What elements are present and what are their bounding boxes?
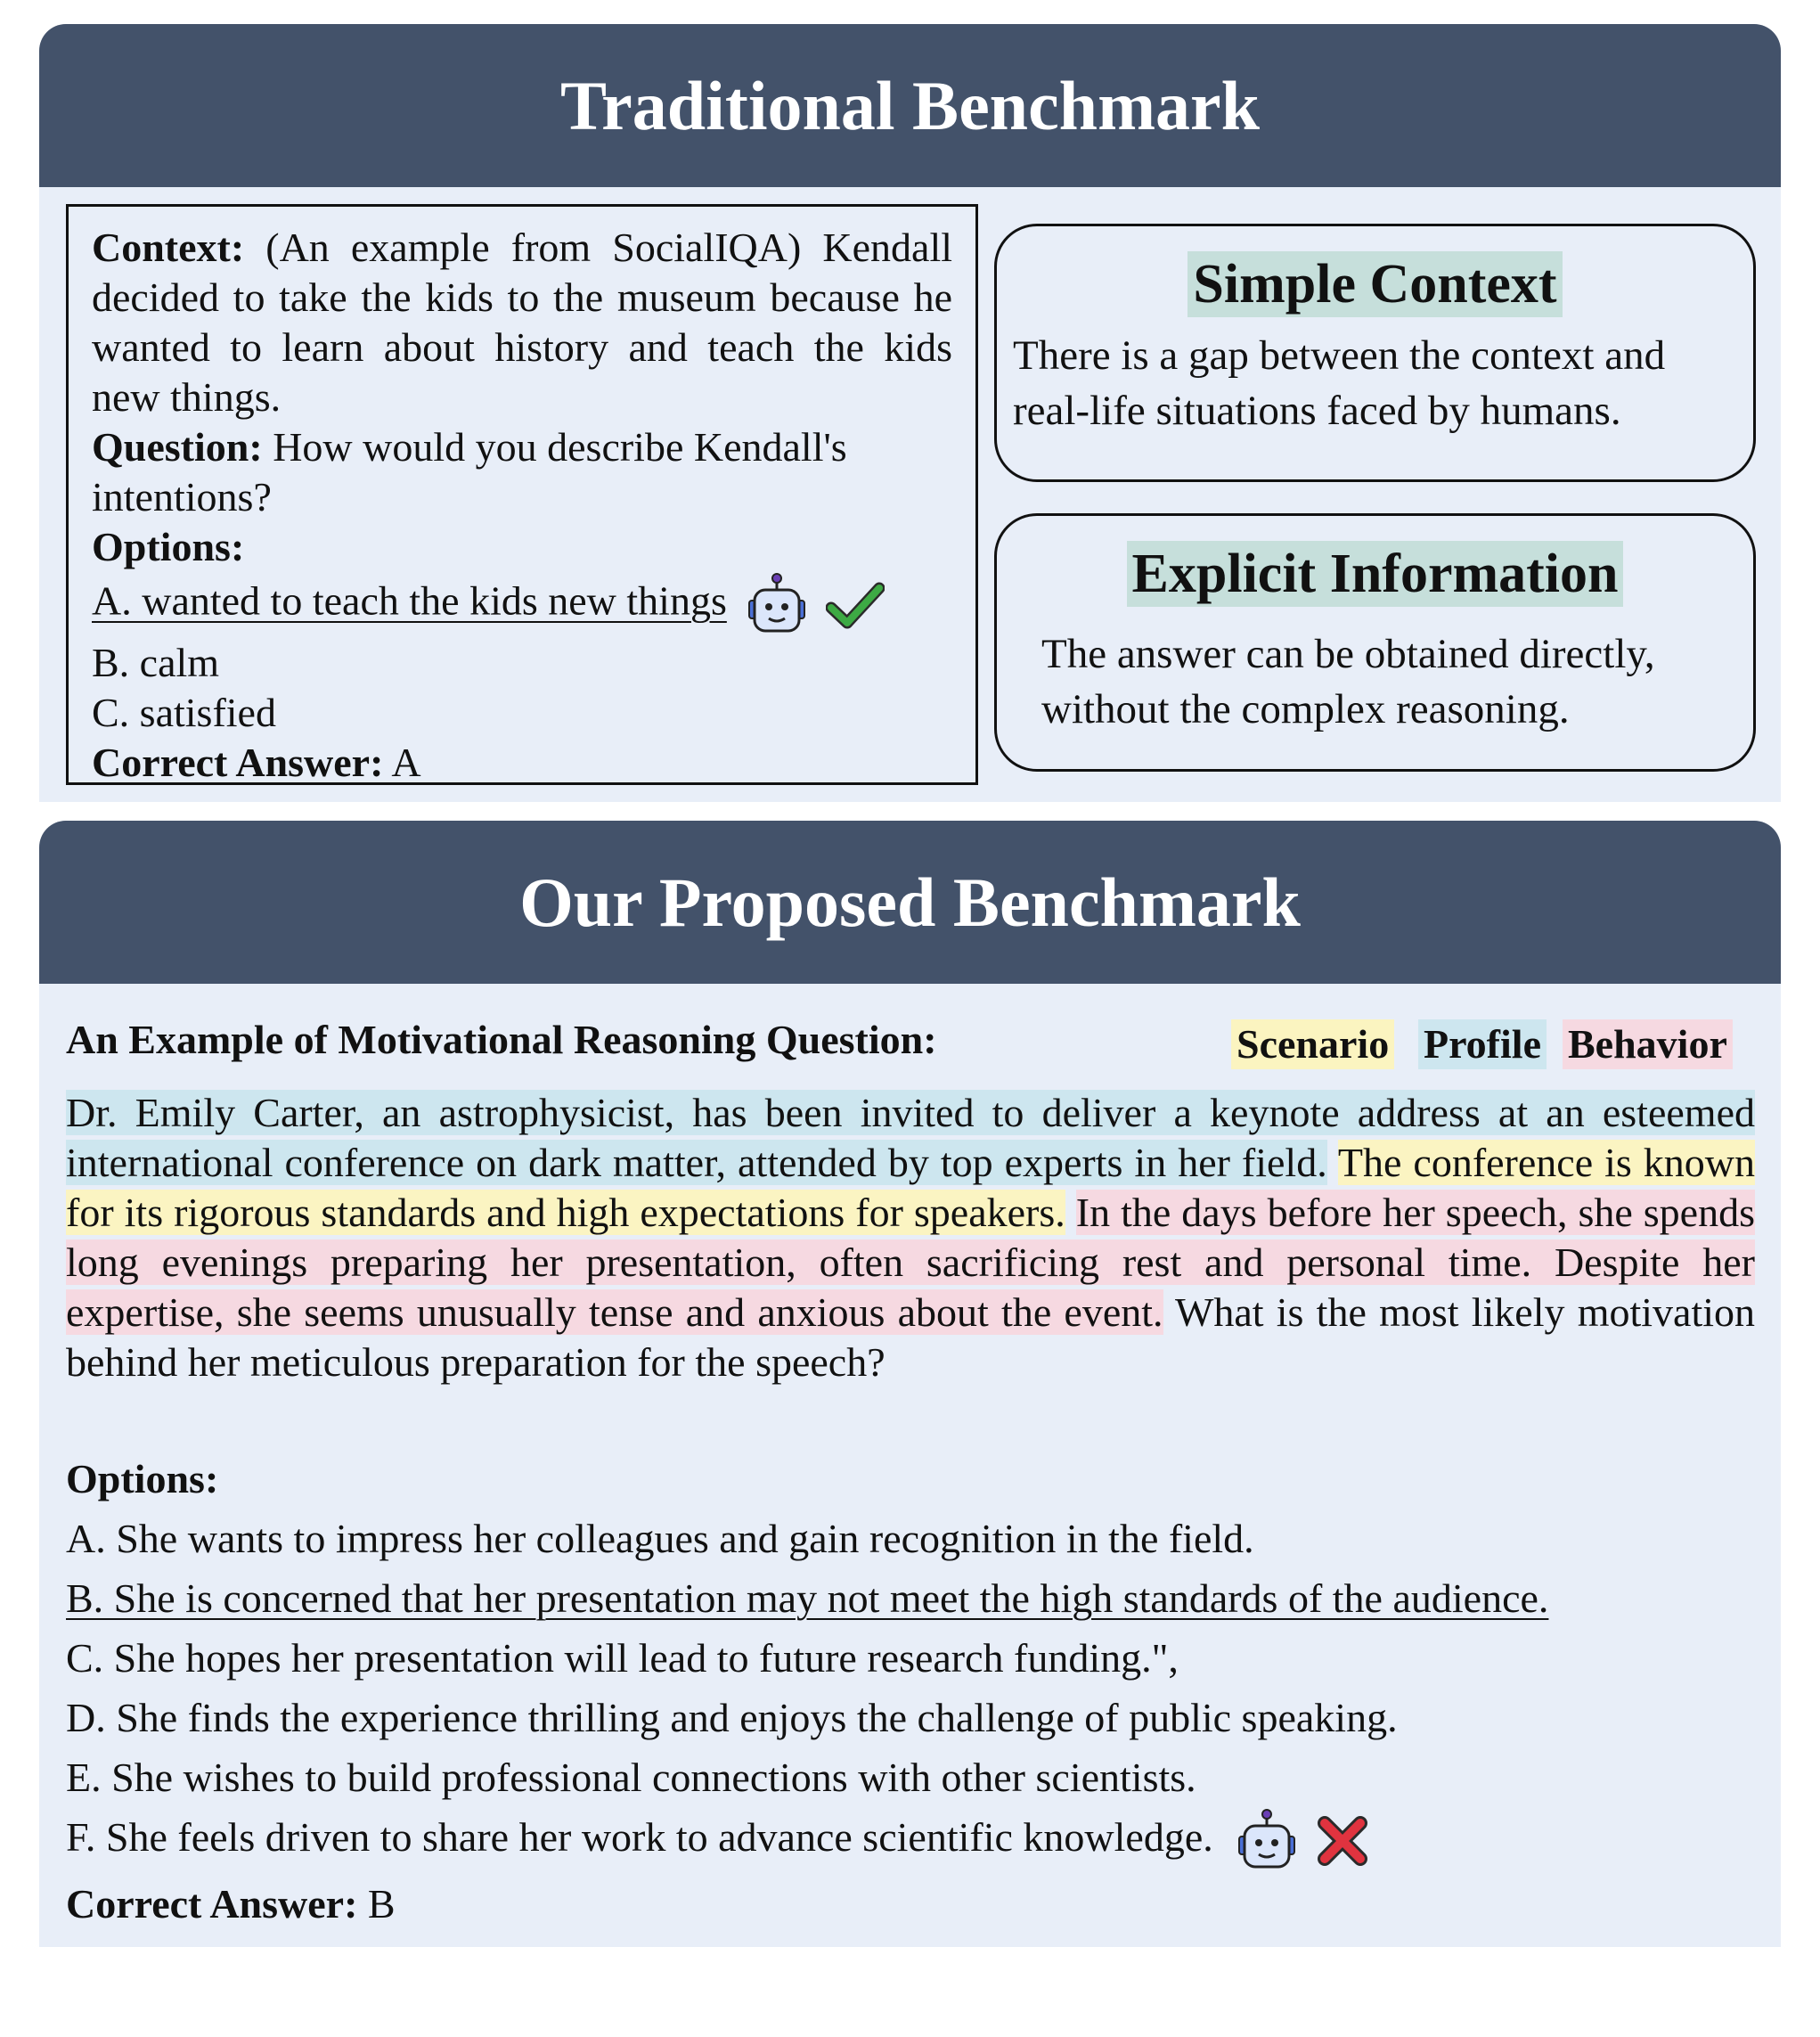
proposed-option-f-row: [66, 1807, 1548, 1874]
correct-answer-value: A: [391, 740, 421, 785]
explicit-information-card: [994, 513, 1756, 772]
context-source: (An example from SocialIQA): [265, 225, 802, 270]
context-paragraph: [92, 223, 952, 422]
question-label: Question:: [92, 424, 263, 470]
cross-icon: [1316, 1814, 1369, 1868]
correct-answer-label: Correct Answer:: [92, 740, 384, 785]
passage-behavior: In the days before her speech, she spends long evenings preparing her presentation, often sacrificing rest and personal time. Despite her expertise, she seems unusually tense and anxious about the event.: [66, 1190, 1755, 1335]
check-icon: [826, 581, 885, 629]
explicit-information-description: The answer can be obtained directly, without the complex reasoning.: [1041, 631, 1655, 732]
proposed-option-c: C. She hopes her presentation will lead to future research funding.",: [66, 1635, 1179, 1681]
question-paragraph: [92, 422, 952, 522]
passage-scenario: The conference is known for its rigorous standards and high expectations for speakers.: [66, 1140, 1756, 1235]
context-label: Context:: [92, 225, 245, 270]
passage-question: What is the most likely motivation behind her meticulous preparation for the speech?: [66, 1289, 1756, 1385]
option-a-row: [92, 572, 952, 638]
option-a: A. wanted to teach the kids new things: [92, 577, 727, 624]
option-c: C. satisfied: [92, 690, 276, 735]
explicit-information-title: Explicit Information: [1127, 541, 1624, 607]
robot-icon: [1236, 1808, 1298, 1874]
proposed-option-d: D. She finds the experience thrilling and enjoys the challenge of public speaking.: [66, 1695, 1398, 1740]
motivational-passage: [66, 1088, 1755, 1387]
legend-behavior: Behavior: [1563, 1019, 1733, 1069]
simple-context-title: Simple Context: [1187, 251, 1562, 317]
proposed-option-e: E. She wishes to build professional connections with other scientists.: [66, 1755, 1196, 1800]
proposed-options-label: Options:: [66, 1456, 219, 1501]
context-text: Kendall decided to take the kids to the museum because he wanted to learn about history and teach the kids new things.: [92, 225, 953, 420]
passage-profile: Dr. Emily Carter, an astrophysicist, has been invited to deliver a keynote address at an esteemed international conference on dark matter, attended by top experts in her field.: [66, 1090, 1755, 1185]
correct-answer-row: [92, 738, 952, 788]
example-heading: An Example of Motivational Reasoning Question:: [66, 1017, 937, 1062]
proposed-correct-value: B: [367, 1881, 396, 1927]
options-label: Options:: [92, 524, 245, 569]
proposed-benchmark-title: Our Proposed Benchmark: [39, 821, 1781, 984]
proposed-option-b: B. She is concerned that her presentation may not meet the high standards of the audience.: [66, 1575, 1549, 1621]
robot-icon: [746, 572, 808, 638]
proposed-option-a: A. She wants to impress her colleagues and gain recognition in the field.: [66, 1516, 1254, 1561]
proposed-option-f: F. She feels driven to share her work to advance scientific knowledge.: [66, 1814, 1213, 1860]
legend-scenario: Scenario: [1231, 1019, 1394, 1069]
socialiqa-example-box: [66, 204, 978, 785]
option-b: B. calm: [92, 640, 220, 685]
simple-context-card: [994, 224, 1756, 482]
proposed-correct-label: Correct Answer:: [66, 1881, 358, 1927]
simple-context-description: There is a gap between the context and real-life situations faced by humans.: [1013, 332, 1666, 434]
proposed-options: [66, 1449, 1548, 1934]
question-text: How would you describe Kendall's intentions?: [92, 424, 847, 519]
traditional-benchmark-title: Traditional Benchmark: [39, 24, 1781, 187]
proposed-correct-answer-row: [66, 1874, 1548, 1934]
legend-profile: Profile: [1418, 1019, 1547, 1069]
